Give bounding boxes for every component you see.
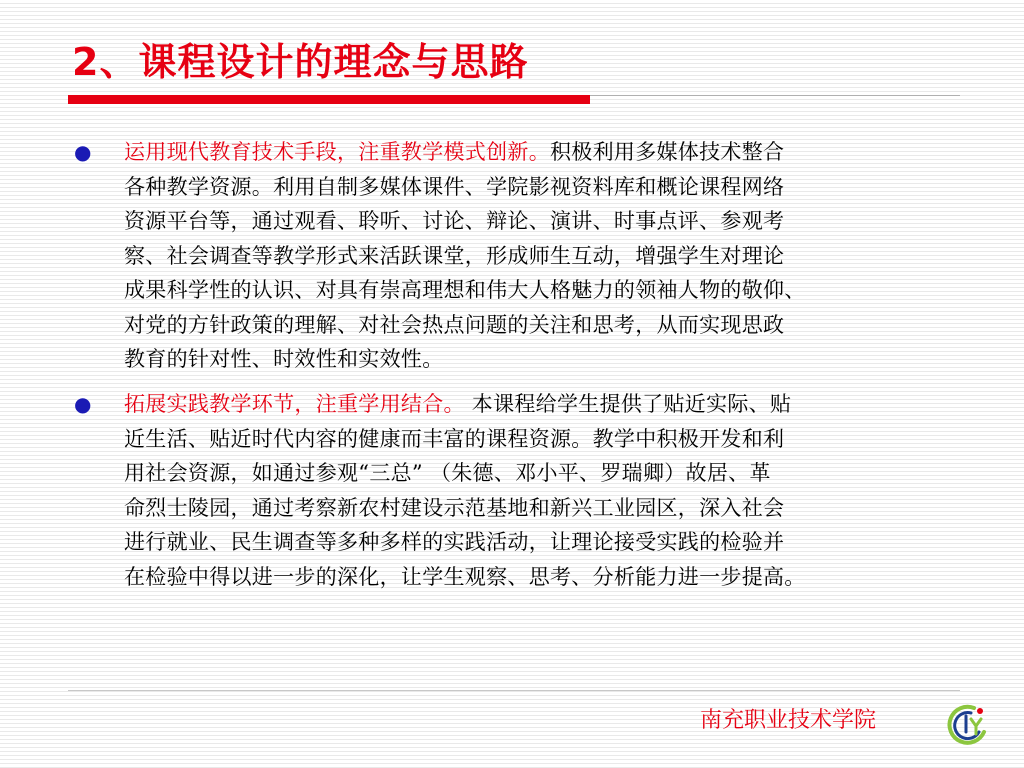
bullet-text-line: 近生活、贴近时代内容的健康而丰富的课程资源。教学中积极开发和利	[124, 426, 785, 451]
bullet-paragraph	[124, 387, 944, 594]
bullet-dot-icon: ●	[74, 140, 92, 164]
bullet-text-line: 对党的方针政策的理解、对社会热点问题的关注和思考，从而实现思政	[124, 312, 785, 337]
college-logo-icon	[944, 702, 990, 748]
bullet-highlight: 运用现代教育技术手段，注重教学模式创新。	[124, 140, 550, 164]
school-name: 南充职业技术学院	[700, 708, 877, 733]
bullet-text-line: 在检验中得以进一步的深化，让学生观察、思考、分析能力进一步提高。	[124, 564, 806, 589]
bullet-text-line: 进行就业、民生调查等多种多样的实践活动，让理论接受实践的检验并	[124, 530, 785, 554]
title-underline-bar	[68, 95, 590, 104]
slide-title: 2、课程设计的理念与思路	[72, 40, 529, 84]
bullet-text-line: 用社会资源，如通过参观“三总” （朱德、邓小平、罗瑞卿）故居、革	[124, 461, 771, 485]
footer-divider	[68, 690, 960, 691]
title-rule-line	[590, 95, 960, 96]
bullet-text-line: 本课程给学生提供了贴近实际、贴	[464, 392, 792, 416]
bullet-text-line: 教育的针对性、时效性和实效性。	[124, 347, 444, 371]
bullet-dot-icon: ●	[74, 392, 92, 416]
bullet-paragraph	[124, 135, 944, 377]
bullet-text-line: 积极利用多媒体技术整合	[550, 140, 785, 164]
bullet-text-line: 命烈士陵园，通过考察新农村建设示范基地和新兴工业园区，深入社会	[124, 495, 785, 520]
bullet-text-line: 察、社会调查等教学形式来活跃课堂，形成师生互动，增强学生对理论	[124, 243, 785, 268]
bullet-highlight: 拓展实践教学环节，注重学用结合。	[124, 392, 465, 416]
bullet-text-line: 资源平台等，通过观看、聆听、讨论、辩论、演讲、时事点评、参观考	[124, 209, 785, 233]
bullet-text-line: 各种教学资源。利用自制多媒体课件、学院影视资料库和概论课程网络	[124, 174, 785, 199]
bullet-text-line: 成果科学性的认识、对具有崇高理想和伟大人格魅力的领袖人物的敬仰、	[124, 278, 806, 302]
